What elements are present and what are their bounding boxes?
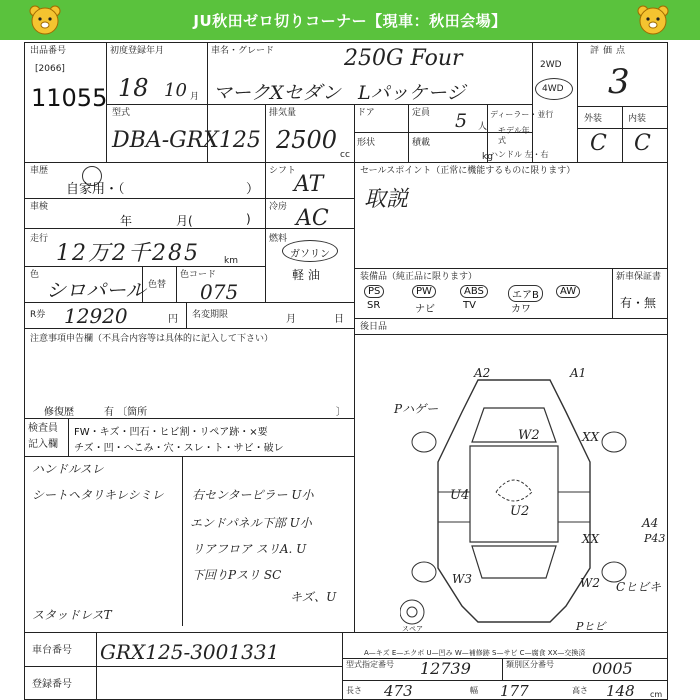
damage-mark: U2: [510, 504, 530, 519]
model-label: 型式: [112, 108, 131, 118]
inspection-year-unit: 年: [120, 214, 133, 228]
damage-mark: Cヒビキ: [616, 580, 662, 594]
displacement-unit: cc: [340, 150, 350, 160]
shape-label: 形状: [357, 138, 376, 148]
check-legend-2: チズ・凹・へこみ・穴・スレ・ト・サビ・破レ: [74, 443, 284, 454]
later-delivery-label: 後日品: [360, 322, 388, 332]
exterior-grade: C: [590, 131, 607, 156]
inspector-note: スタッドレスT: [32, 608, 112, 622]
aircon-value: AC: [296, 206, 329, 231]
spare-label: スペア: [402, 625, 423, 633]
recycle-value: 12920: [64, 304, 128, 328]
damage-mark: XX: [582, 532, 600, 546]
selling-points-label: セールスポイント（正常に機能するものに限ります）: [360, 166, 576, 176]
repair-close: 〕: [336, 407, 346, 418]
color-label: 色: [30, 270, 40, 280]
capacity-value: 5: [455, 110, 468, 132]
usage-label: 車歴: [30, 166, 49, 176]
inspector-label-2: 記入欄: [28, 439, 58, 450]
repair-value: 有 〔箇所: [104, 407, 148, 418]
length-value: 473: [384, 682, 413, 700]
fuel-diesel: 軽 油: [292, 268, 320, 282]
fuel-label: 燃料: [269, 234, 288, 244]
lot-code: [2066]: [35, 64, 65, 74]
equipment-item: ABS: [460, 285, 488, 298]
inspector-note: 右センターピラー U小: [192, 488, 314, 502]
recycle-label: R券: [30, 310, 46, 320]
inspector-note: リアフロア スリA. U: [192, 542, 307, 556]
doors-label: ドア: [357, 108, 375, 118]
equipment-item: PS: [364, 285, 384, 298]
capacity-label: 定員: [412, 108, 431, 118]
load-label: 積載: [412, 138, 431, 148]
color-change-label: 色替: [148, 280, 167, 290]
usage-value: 自家用・（: [66, 182, 125, 197]
shift-value: AT: [294, 172, 324, 197]
color-value: シロパール: [46, 278, 146, 302]
name-change-label: 名変期限: [192, 310, 229, 320]
equipment-row-1: [364, 285, 612, 301]
inspection-month-unit: 月(: [176, 214, 193, 228]
displacement-value: 2500: [276, 126, 338, 154]
handle-label: ハンドル 左・右: [490, 150, 549, 159]
lot-number: 11055: [31, 84, 108, 112]
damage-mark: Pハゲー: [394, 402, 439, 416]
damage-mark: W3: [452, 572, 472, 586]
type-spec-label: 型式指定番号: [346, 660, 394, 669]
first-reg-month: 10: [164, 80, 187, 101]
equipment-item: カワ: [511, 304, 531, 315]
inspector-label-1: 検査員: [28, 423, 58, 434]
equipment-item: ナビ: [415, 304, 435, 315]
repair-label: 修復歴: [44, 407, 74, 418]
fuel-gasoline: ガソリン: [290, 249, 330, 260]
damage-mark: A4: [642, 516, 659, 530]
drive-4wd: 4WD: [542, 84, 564, 94]
equipment-item: TV: [463, 300, 476, 311]
equipment-label: 装備品（純正品に限ります）: [360, 272, 478, 282]
height-label: 高さ: [572, 686, 588, 695]
damage-mark: Pヒビ: [576, 620, 606, 633]
load-unit: kg: [482, 152, 493, 162]
interior-grade: C: [634, 131, 651, 156]
width-value: 177: [500, 682, 529, 700]
warranty-value: 有・無: [620, 296, 657, 310]
drive-2wd: 2WD: [540, 60, 562, 70]
grade-line-1: 250G Four: [344, 46, 463, 71]
bear-mascot-icon: [636, 3, 670, 37]
model-value: DBA-GRX125: [112, 128, 261, 153]
first-reg-label: 初度登録年月: [110, 46, 165, 56]
inspector-note: エンドパネル下部 U小: [190, 516, 312, 530]
chassis-label: 車台番号: [32, 645, 72, 656]
length-label: 長さ: [346, 686, 362, 695]
notes-label: 注意事項申告欄（不具合内容等は具体的に記入して下さい）: [30, 334, 274, 344]
inspector-note: キズ、U: [290, 590, 337, 604]
rating-label: 評価点: [590, 46, 630, 56]
width-label: 幅: [470, 686, 478, 695]
inspector-note: ハンドルスレ: [32, 462, 104, 476]
inspection-close: ): [246, 212, 251, 226]
exterior-label: 外装: [584, 114, 603, 124]
damage-mark: U4: [450, 488, 470, 503]
color-code-value: 075: [200, 280, 239, 304]
shift-label: シフト: [269, 166, 297, 176]
equipment-row-2: [364, 300, 612, 316]
dealer-label: ディーラー・並行: [490, 110, 554, 119]
recycle-unit: 円: [168, 314, 178, 325]
equipment-item: PW: [412, 285, 436, 298]
type-spec-value: 12739: [420, 659, 471, 678]
damage-mark: P43: [644, 532, 666, 545]
inspector-note: シートヘタリキレシミレ: [32, 488, 164, 502]
chassis-value: GRX125-3001331: [100, 640, 280, 664]
damage-legend: A—キズ E—エクボ U—凹み W—補修跡 S—サビ C—腐食 XX—交換済: [364, 649, 586, 657]
vehicle-name: マークXセダン: [213, 82, 341, 104]
mileage-label: 走行: [30, 234, 49, 244]
capacity-unit: 人: [478, 122, 488, 132]
check-legend-1: FW・キズ・凹石・ヒビ割・リペア跡・×要: [74, 427, 268, 438]
damage-mark: W2: [518, 428, 540, 443]
registration-no-label: 登録番号: [32, 679, 72, 690]
grade-line-2: Lパッケージ: [358, 82, 466, 104]
mileage-value: 12万2千285: [56, 241, 200, 266]
first-reg-year: 18: [118, 74, 149, 102]
bear-mascot-icon: [28, 3, 62, 37]
warranty-label: 新車保証書: [616, 272, 662, 282]
displacement-label: 排気量: [269, 108, 297, 118]
height-value: 148: [606, 682, 635, 700]
page-title: JU秋田ゼロ切りコーナー【現車：秋田会場】: [193, 12, 507, 30]
aircon-label: 冷房: [269, 202, 288, 212]
equipment-item: AW: [556, 285, 580, 298]
name-grade-label: 車名・グレード: [211, 46, 275, 56]
equipment-item: SR: [367, 300, 381, 311]
lot-label: 出品番号: [30, 46, 67, 56]
damage-mark: XX: [582, 430, 600, 444]
model-year-label: モデル年式: [498, 126, 530, 145]
class-value: 0005: [592, 659, 633, 678]
color-code-label: 色コード: [180, 270, 217, 280]
equipment-item: エアB: [508, 285, 543, 302]
mileage-unit: km: [224, 256, 238, 266]
damage-mark: A1: [570, 366, 587, 380]
inspection-label: 車検: [30, 202, 49, 212]
cm-unit: cm: [650, 690, 663, 699]
rating-score: 3: [608, 62, 630, 102]
usage-close: ）: [246, 182, 260, 197]
interior-label: 内装: [628, 114, 647, 124]
name-change-month: 月: [286, 314, 296, 325]
selling-points-value: 取説: [364, 187, 409, 212]
first-reg-month-unit: 月: [190, 92, 200, 102]
inspector-note: 下回りPスリ SC: [192, 568, 282, 582]
class-label: 類別区分番号: [506, 660, 554, 669]
name-change-day: 日: [334, 314, 344, 325]
damage-mark: A2: [474, 366, 491, 380]
damage-mark: W2: [580, 576, 600, 590]
